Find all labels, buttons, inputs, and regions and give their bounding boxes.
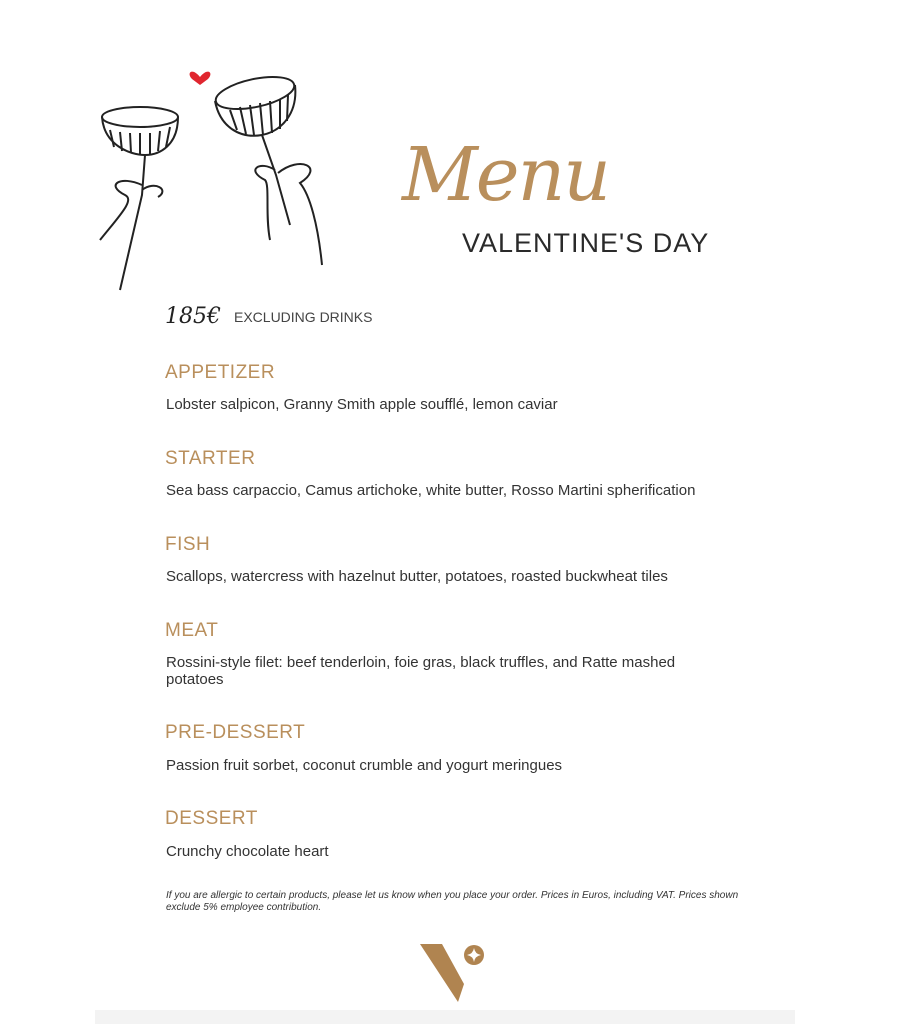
price-note: EXCLUDING DRINKS: [234, 309, 373, 325]
page-bottom-edge: [95, 1010, 795, 1024]
brand-logo-icon: [420, 944, 486, 1004]
course-description-fish: Scallops, watercress with hazelnut butter, potatoes, roasted buckwheat tiles: [166, 568, 668, 585]
course-heading-meat: MEAT: [165, 620, 219, 641]
course-description-meat: Rossini-style filet: beef tenderloin, foie gras, black truffles, and Ratte mashed potatoes: [166, 654, 676, 688]
allergy-disclaimer: If you are allergic to certain products, please let us know when you place your order. Prices in Euros, including VAT. Prices shown exclude 5% employee contribution.: [166, 890, 739, 913]
menu-title: Menu: [402, 132, 609, 218]
course-heading-starter: STARTER: [165, 448, 256, 469]
course-description-pre-dessert: Passion fruit sorbet, coconut crumble and yogurt meringues: [166, 757, 563, 774]
heart-icon: [190, 72, 211, 85]
course-heading-appetizer: APPETIZER: [165, 362, 276, 383]
menu-subtitle: VALENTINE'S DAY: [462, 228, 710, 258]
course-heading-pre-dessert: PRE-DESSERT: [165, 722, 306, 743]
course-heading-dessert: DESSERT: [165, 808, 258, 829]
course-description-starter: Sea bass carpaccio, Camus artichoke, white butter, Rosso Martini spherification: [166, 482, 696, 499]
course-description-appetizer: Lobster salpicon, Granny Smith apple soufflé, lemon caviar: [166, 396, 558, 413]
menu-price: 185€: [165, 304, 221, 329]
course-heading-fish: FISH: [165, 534, 211, 555]
course-description-dessert: Crunchy chocolate heart: [166, 843, 329, 860]
left-glass-icon: [100, 107, 178, 290]
champagne-glasses-illustration: [90, 55, 360, 300]
right-glass-icon: [213, 71, 322, 265]
